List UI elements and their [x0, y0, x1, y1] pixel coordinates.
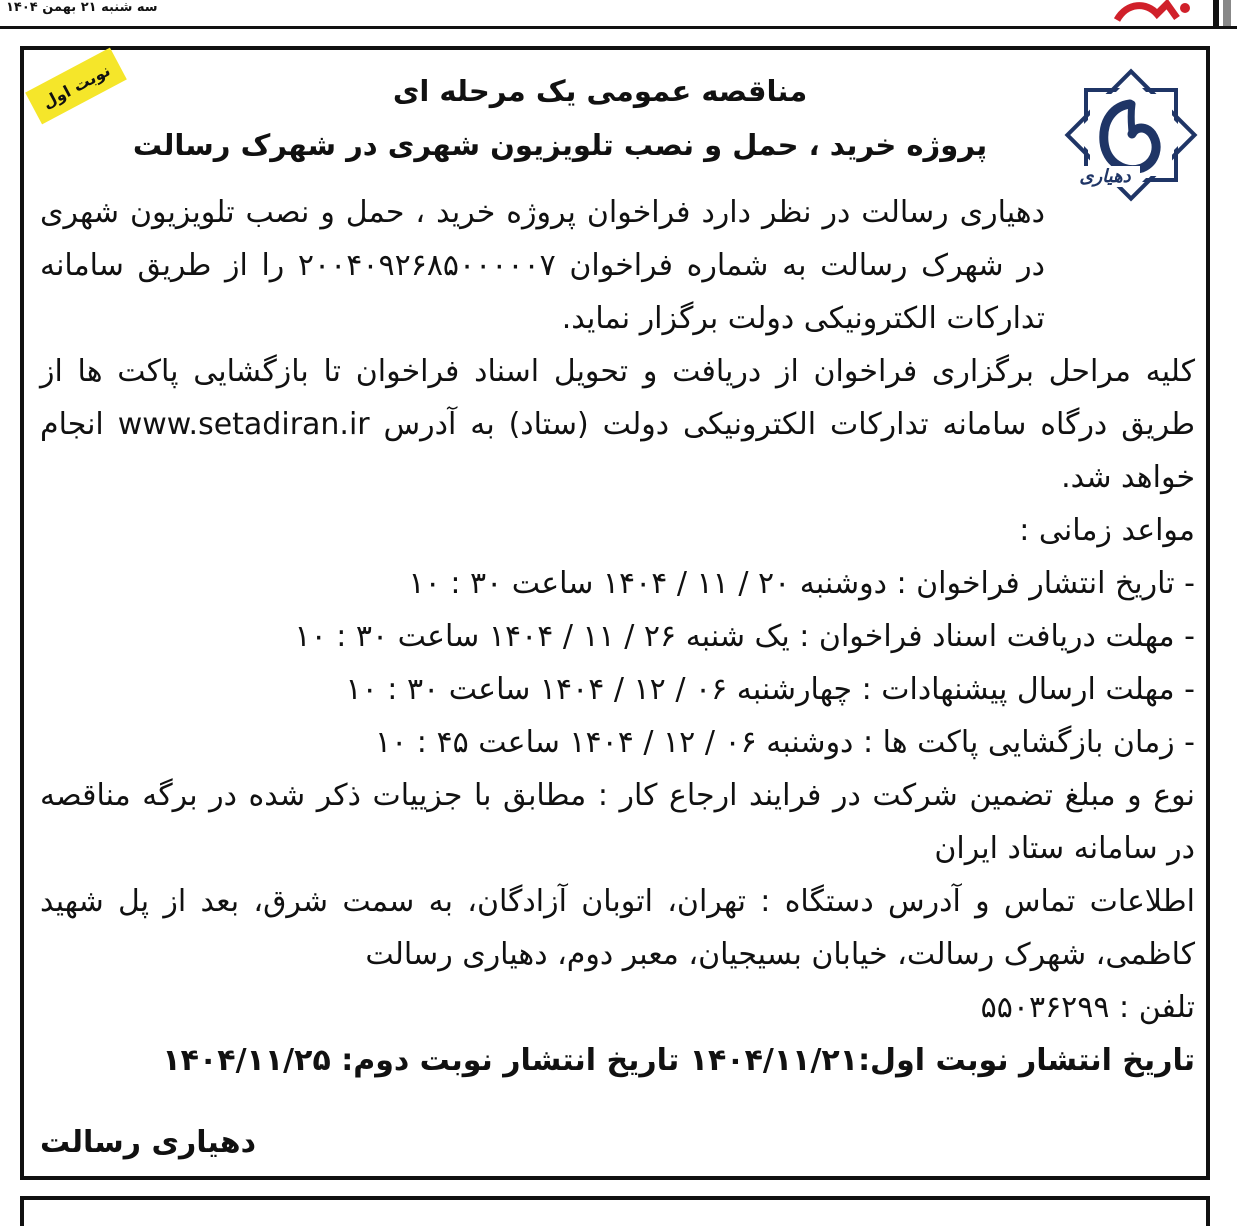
tender-title: مناقصه عمومی یک مرحله ای: [392, 74, 808, 108]
signature: دهیاری رسالت: [40, 1125, 256, 1160]
guarantee-paragraph: نوع و مبلغ تضمین شرکت در فرایند ارجاع کار : مطابق با جزییات ذکر شده در برگه مناقصه در سامانه ستاد ایران: [40, 778, 1195, 866]
publication-dates: تاریخ انتشار نوبت اول:۱۴۰۴/۱۱/۲۱ تاریخ انتشار نوبت دوم: ۱۴۰۴/۱۱/۲۵: [162, 1043, 1195, 1078]
deadlines-heading: مواعد زمانی :: [1019, 513, 1195, 548]
deadline-item: - مهلت ارسال پیشنهادات : چهارشنبه ۰۶ / ۱۲ / ۱۴۰۴ ساعت ۳۰ : ۱۰: [345, 672, 1195, 707]
logo-caption: دهیاری: [1070, 166, 1140, 187]
next-advertisement-frame: [20, 1196, 1210, 1226]
intro-paragraph: دهیاری رسالت در نظر دارد فراخوان پروژه خرید ، حمل و نصب تلویزیون شهری در شهرک رسالت به شماره فراخوان ۲۰۰۴۰۹۲۶۸۵۰۰۰۰۰۷ را از طریق سامانه تدارکات الکترونیکی دولت برگزار نماید.: [40, 195, 1045, 336]
logo-text-wrap-spacer: [1045, 186, 1195, 296]
newspaper-header-strip: [0, 0, 1237, 29]
first-publication-badge: نوبت اول: [25, 48, 127, 125]
phone-line: تلفن : ۵۵۰۳۶۲۹۹: [980, 990, 1195, 1025]
deadline-item: - تاریخ انتشار فراخوان : دوشنبه ۲۰ / ۱۱ / ۱۴۰۴ ساعت ۳۰ : ۱۰: [408, 566, 1195, 601]
deadline-item: - زمان بازگشایی پاکت ها : دوشنبه ۰۶ / ۱۲ / ۱۴۰۴ ساعت ۴۵ : ۱۰: [375, 725, 1195, 760]
deadlines-list: [40, 557, 1195, 769]
header-rule-gray: [1223, 0, 1231, 26]
newspaper-logo-fragment-icon: [1107, 0, 1197, 22]
deadline-item: - مهلت دریافت اسناد فراخوان : یک شنبه ۲۶ / ۱۱ / ۱۴۰۴ ساعت ۳۰ : ۱۰: [294, 619, 1195, 654]
process-paragraph: کلیه مراحل برگزاری فراخوان از دریافت و تحویل اسناد فراخوان تا بازگشایی پاکت ها از طریق درگاه سامانه تدارکات الکترونیکی دولت (ستاد) به آدرس www.setadiran.ir انجام خواهد شد.: [40, 354, 1195, 495]
project-title: پروژه خرید ، حمل و نصب تلویزیون شهری در شهرک رسالت: [132, 128, 988, 162]
header-rule: [1213, 0, 1219, 26]
header-date: سه شنبه ۲۱ بهمن ۱۴۰۴: [6, 0, 158, 15]
contact-paragraph: اطلاعات تماس و آدرس دستگاه : تهران، اتوبان آزادگان، به سمت شرق، بعد از پل شهید کاظمی، شهرک رسالت، خیابان بسیجیان، معبر دوم، دهیاری رسالت: [40, 884, 1195, 972]
advertisement-body: [40, 186, 1195, 1087]
